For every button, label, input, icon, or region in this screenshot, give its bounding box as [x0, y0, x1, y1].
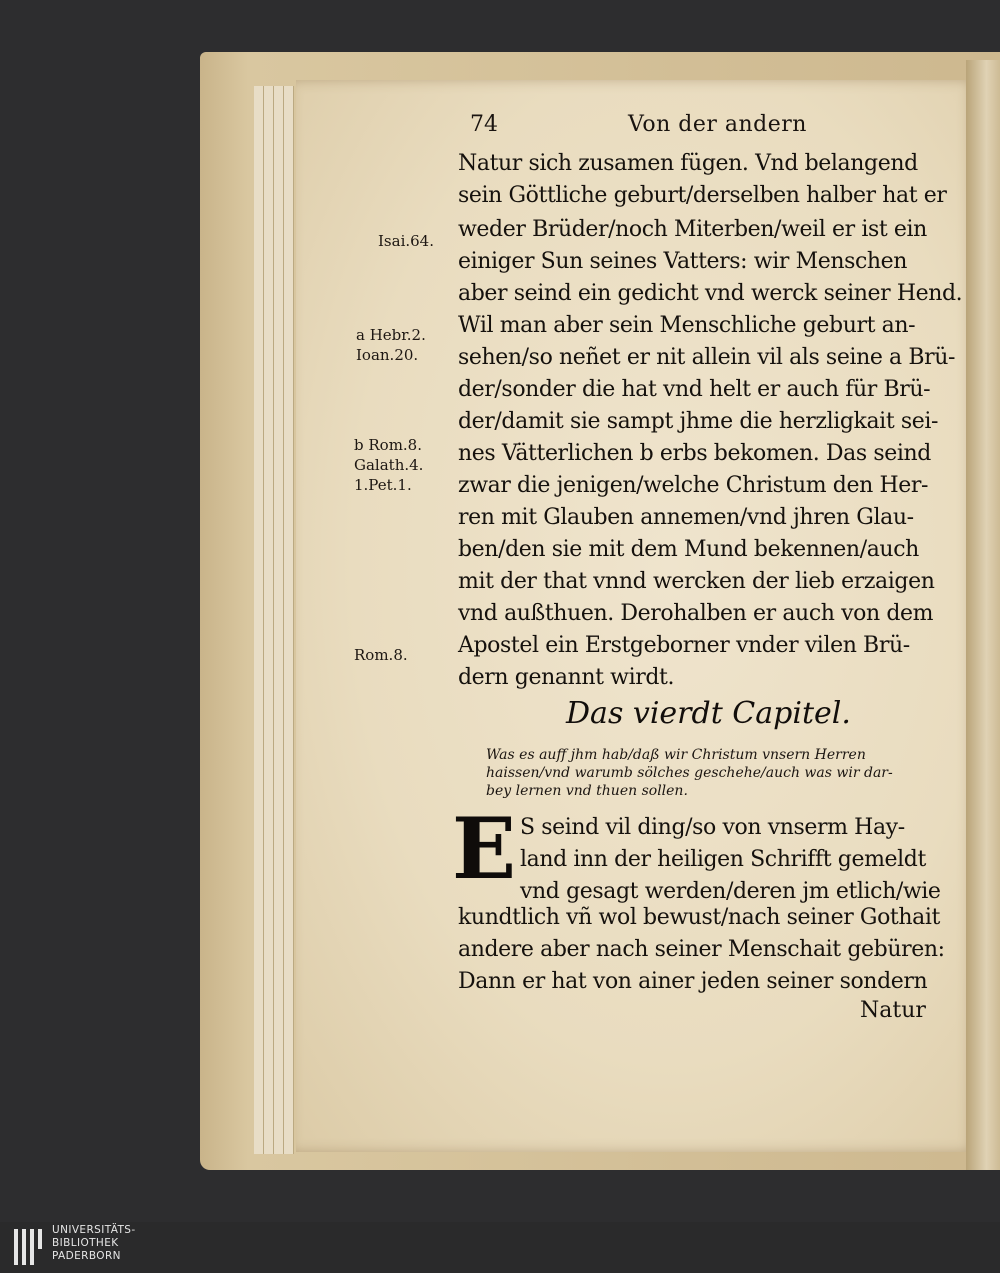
- text-line: andere aber nach seiner Menschait gebüren:: [458, 937, 945, 962]
- text-line: Dann er hat von ainer jeden seiner sondern: [458, 969, 928, 994]
- text-line: nes Vätterlichen b erbs bekomen. Das seind: [458, 441, 931, 466]
- page-edge: [254, 86, 264, 1154]
- margin-note: a Hebr.2.: [356, 326, 426, 344]
- text-line: Wil man aber sein Menschliche geburt an-: [458, 313, 916, 338]
- text-line: der/sonder die hat vnd helt er auch für Brü-: [458, 377, 931, 402]
- text-line: land inn der heiligen Schrifft gemeldt: [520, 847, 926, 872]
- running-head: Von der andern: [628, 112, 807, 137]
- chapter-summary-line: bey lernen vnd thuen sollen.: [486, 783, 688, 799]
- text-line: S seind vil ding/so von vnserm Hay-: [520, 815, 905, 840]
- text-line: vnd außthuen. Derohalben er auch von dem: [458, 601, 934, 626]
- text-line: ren mit Glauben annemen/vnd jhren Glau-: [458, 505, 914, 530]
- chapter-summary-line: Was es auff jhm hab/daß wir Christum vnsern Herren: [486, 747, 866, 763]
- page-edge: [264, 86, 274, 1154]
- text-line: aber seind ein gedicht vnd werck seiner Hend.: [458, 281, 963, 306]
- page-gutter: [966, 60, 1000, 1170]
- footer-bar: [0, 1222, 1000, 1273]
- logo-line: PADERBORN: [52, 1250, 121, 1262]
- text-line: dern genannt wirdt.: [458, 665, 675, 690]
- page-edge: [284, 86, 294, 1154]
- text-line: zwar die jenigen/welche Christum den Her-: [458, 473, 929, 498]
- margin-note: Rom.8.: [354, 646, 408, 664]
- text-line: vnd gesagt werden/deren jm etlich/wie: [520, 879, 941, 904]
- logo-line: UNIVERSITÄTS-: [52, 1224, 136, 1236]
- text-line: sein Göttliche geburt/derselben halber hat er: [458, 183, 947, 208]
- text-line: ben/den sie mit dem Mund bekennen/auch: [458, 537, 919, 562]
- margin-note: b Rom.8.: [354, 436, 422, 454]
- text-line: Natur sich zusamen fügen. Vnd belangend: [458, 151, 918, 176]
- drop-cap-initial: E: [452, 799, 517, 898]
- text-line: Apostel ein Erstgeborner vnder vilen Brü-: [458, 633, 910, 658]
- text-line: weder Brüder/noch Miterben/weil er ist ein: [458, 217, 927, 242]
- text-line: mit der that vnnd wercken der lieb erzaigen: [458, 569, 935, 594]
- library-logo-icon: [12, 1227, 44, 1267]
- chapter-summary-line: haissen/vnd warumb sölches geschehe/auch was wir dar-: [486, 765, 893, 781]
- library-logo-text: [52, 1224, 136, 1263]
- chapter-title: Das vierdt Capitel.: [566, 696, 851, 731]
- text-line: einiger Sun seines Vatters: wir Menschen: [458, 249, 908, 274]
- page-edge: [274, 86, 284, 1154]
- margin-note: Galath.4.: [354, 456, 424, 474]
- catchword: Natur: [860, 998, 926, 1023]
- text-line: sehen/so neñet er nit allein vil als seine a Brü-: [458, 345, 956, 370]
- text-line: kundtlich vñ wol bewust/nach seiner Gothait: [458, 905, 940, 930]
- logo-line: BIBLIOTHEK: [52, 1237, 119, 1249]
- page-number: 74: [470, 112, 498, 137]
- text-line: der/damit sie sampt jhme die herzligkait sei-: [458, 409, 939, 434]
- margin-note: 1.Pet.1.: [354, 476, 412, 494]
- margin-note: Ioan.20.: [356, 346, 419, 364]
- margin-note: Isai.64.: [378, 232, 434, 250]
